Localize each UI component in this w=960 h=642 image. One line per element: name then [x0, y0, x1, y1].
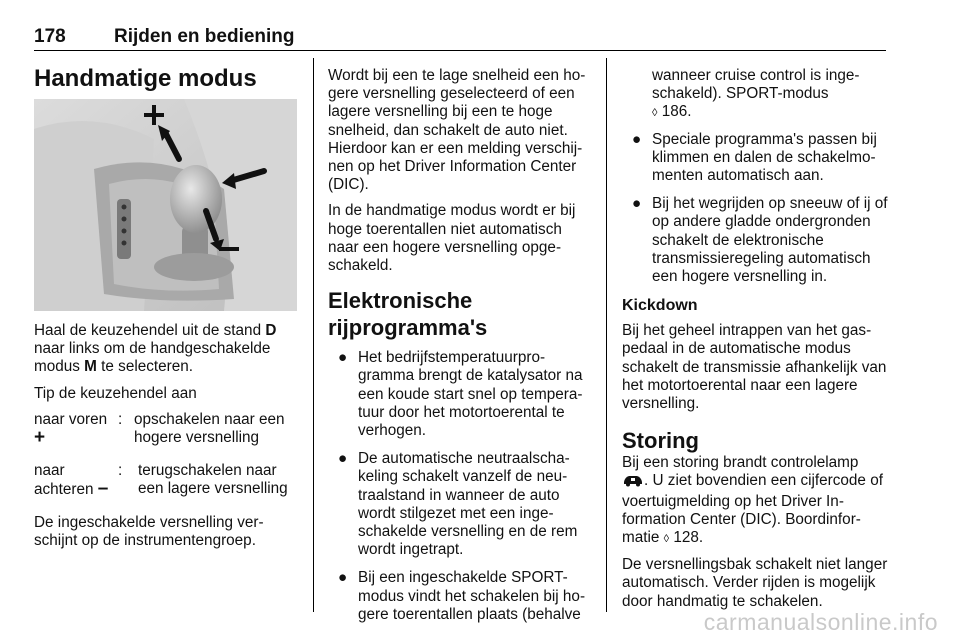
section-title: Handmatige modus [34, 65, 257, 92]
definition-term: naar voren + [34, 410, 108, 449]
storing-heading: Storing [622, 428, 699, 454]
continued-text: wanneer cruise control is ingeschakeld). SPORT-modus ◊ 186. [652, 67, 860, 121]
definition-term: naar achteren – [34, 462, 109, 500]
column-divider-1 [313, 58, 314, 612]
gear-lever-illustration [34, 99, 297, 311]
list-item: ● Speciale programma's passen bij klimmen en dalen de schakelmomenten automatisch aan. [632, 130, 877, 185]
paragraph: Wordt bij een te lage snelheid een hogere versnelling geselecteerd of een lagere versnelling bij een te hoge snelheid, dan schakelt de auto niet. Hierdoor kan er een melding verschijnen op het Driver Information Center (DIC). [328, 67, 586, 194]
intro-paragraph: Haal de keuzehendel uit de stand D naar links om de handgeschakelde modus M te selecteren. [34, 322, 277, 376]
tip-paragraph: Tip de keuzehendel aan [34, 384, 197, 402]
definition-description: opschakelen naar een hogere versnelling [134, 410, 285, 447]
column-1 [34, 58, 300, 93]
column-divider-2 [606, 58, 607, 612]
list-item: ● Bij het wegrijden op sneeuw of ij of op andere gladde ondergronden schakelt de elektronische transmissieregeling automatisch een hogere versnelling in. [632, 195, 888, 286]
bullet-list [328, 349, 592, 624]
chapter-title: Rijden en bediening [114, 26, 295, 47]
bullet-list [622, 131, 888, 287]
kickdown-paragraph: Bij het geheel intrappen van het gaspedaal in de automatische modus schakelt de transmissie afhankelijk van het motortoerental naar een lagere versnelling. [622, 322, 887, 413]
column-1-text [34, 322, 300, 558]
definition-back: naar achteren – : terugschakelen naar een lagere versnelling [34, 462, 300, 499]
list-item: ● De automatische neutraalschakeling schakelt vanzelf de neutraalstand in wanneer de auto wordt stilgezet met een ingeschakelde versnelling en de rem wordt ingetrapt. [338, 450, 578, 559]
kickdown-heading: Kickdown [622, 297, 698, 315]
storing-paragraph: Bij een storing brandt controlelamp . U ziet bovendien een cijfercode of voertuigmelding op het Driver Information Center (DIC). Boordinformatie ◊ 128. [622, 454, 883, 547]
list-item: ● Het bedrijfstemperatuurprogramma brengt de katalysator na een koude start snel op temperatuur door het motortoerental te verhogen. [338, 349, 583, 440]
page-header [34, 26, 886, 52]
watermark: carmanualsonline.info [703, 609, 938, 635]
header-rule [34, 50, 886, 51]
list-item: ● Bij een ingeschakelde SPORT-modus vindt het schakelen bij hogere toerentallen plaats (behalve [338, 569, 586, 623]
column-3 [622, 67, 888, 619]
column-2 [328, 67, 592, 634]
display-paragraph: De ingeschakelde versnelling verschijnt op de instrumentengroep. [34, 513, 264, 549]
page-number: 178 [34, 26, 66, 47]
section-heading: Elektronische rijprogramma's [328, 288, 488, 341]
definition-forward: naar voren + : opschakelen naar een hogere versnelling [34, 411, 300, 448]
definition-description: terugschakelen naar een lagere versnelling [138, 462, 288, 498]
storing-paragraph-2: De versnellingsbak schakelt niet langer automatisch. Verder rijden is mogelijk door handmatig te schakelen. [622, 556, 888, 610]
paragraph: In de handmatige modus wordt er bij hoge toerentallen niet automatisch naar een hogere versnelling opgeschakeld. [328, 202, 576, 275]
transmission-warning-icon [622, 473, 644, 492]
